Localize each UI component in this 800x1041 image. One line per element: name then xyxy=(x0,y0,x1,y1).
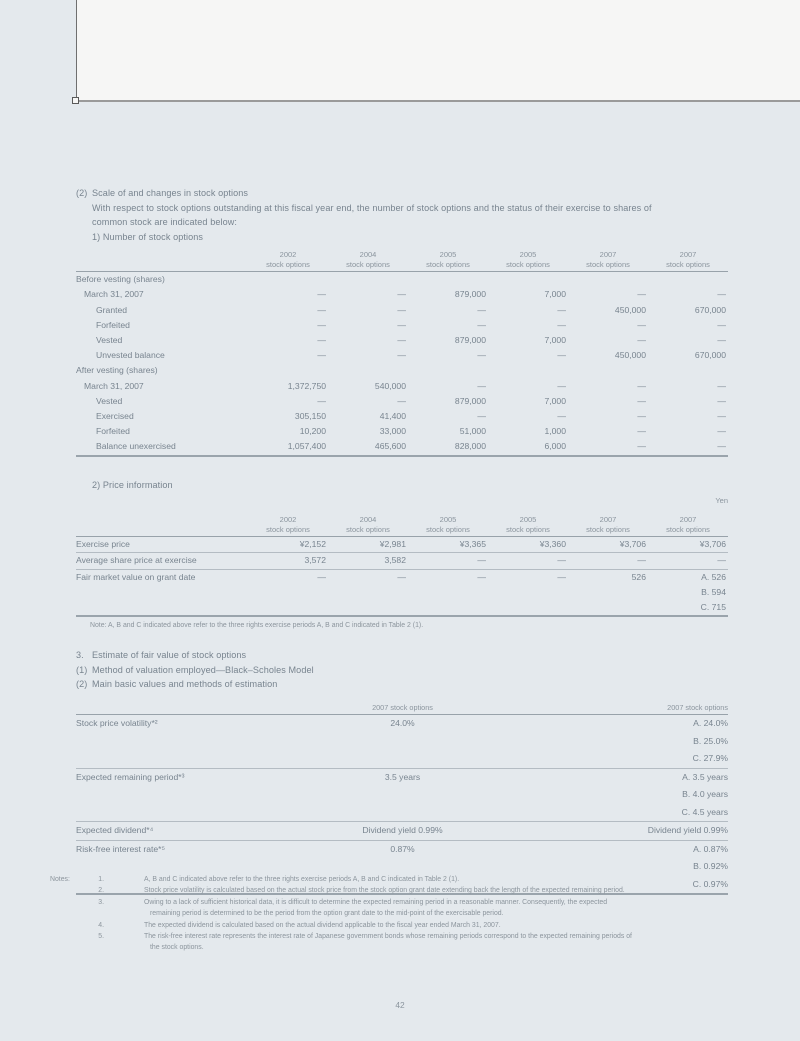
row-value: — xyxy=(397,319,406,330)
table1-col-4 xyxy=(488,250,568,271)
row-label xyxy=(76,858,294,876)
row-label: After vesting (shares) xyxy=(76,365,158,376)
table1-body xyxy=(76,272,728,455)
row-value: — xyxy=(717,289,726,300)
row-value-col2: C. 4.5 years xyxy=(681,806,728,817)
row-value: — xyxy=(317,571,326,582)
table1-col-1 xyxy=(248,250,328,271)
row-value: — xyxy=(477,555,486,566)
row-value: — xyxy=(317,335,326,345)
note-text: Stock price volatility is calculated based on the actual stock price from the stock option grant date extending back the length of the expected remaining period. xyxy=(144,887,625,895)
row-value-col2: A. 3.5 years xyxy=(682,771,728,782)
row-value-col1: 0.87% xyxy=(390,843,415,854)
table-basic-values xyxy=(76,703,728,895)
row-value: 1,000 xyxy=(544,426,566,437)
table1-col-3-sub: stock options xyxy=(426,259,470,269)
row-label: Before vesting (shares) xyxy=(76,274,165,285)
table-row xyxy=(76,333,728,348)
row-label: Balance unexercised xyxy=(96,441,176,452)
row-value: 10,200 xyxy=(299,426,326,437)
row-value: — xyxy=(637,426,646,437)
row-value xyxy=(488,600,568,615)
table2-col-4-sub: stock options xyxy=(506,524,550,534)
section-3-heading-text: Estimate of fair value of stock options xyxy=(92,650,247,660)
table-row xyxy=(76,303,728,318)
table1-col-3-year: 2005 xyxy=(439,250,457,259)
row-value: — xyxy=(637,411,646,422)
table-price-information xyxy=(76,515,728,617)
row-value: — xyxy=(397,571,406,582)
row-value: — xyxy=(717,319,726,330)
row-value xyxy=(488,272,568,288)
table2-col-5-sub: stock options xyxy=(586,524,630,534)
row-value-col1 xyxy=(294,733,511,751)
row-label: Stock price volatility*² xyxy=(76,718,158,728)
notes-list xyxy=(50,874,736,954)
row-value xyxy=(328,585,408,600)
row-value: ¥2,152 xyxy=(299,539,326,550)
table-row xyxy=(76,553,728,569)
notes-label: Notes: xyxy=(50,876,70,883)
row-value: — xyxy=(557,350,566,361)
row-value: — xyxy=(717,335,726,345)
note-line xyxy=(76,885,736,896)
section-2-sub1-heading: 1) Number of stock options xyxy=(92,231,204,242)
row-label: Exercise price xyxy=(76,539,130,550)
section-3-marker: 3. xyxy=(76,650,84,660)
row-value: — xyxy=(317,350,326,361)
section-2-marker: (2) xyxy=(76,188,88,198)
table-row xyxy=(76,379,728,394)
table1-col-3 xyxy=(408,250,488,271)
note-line xyxy=(76,942,736,953)
row-value-col1: 3.5 years xyxy=(384,771,421,782)
row-value xyxy=(248,600,328,615)
table1-col-5-year: 2007 xyxy=(599,250,617,259)
row-value xyxy=(328,272,408,288)
table-row xyxy=(76,750,728,768)
row-value: — xyxy=(717,426,726,437)
row-value: — xyxy=(477,304,486,315)
row-value xyxy=(568,585,648,600)
row-value-col2: A. 24.0% xyxy=(693,718,728,728)
row-value: 51,000 xyxy=(459,426,486,437)
row-value-col2: A. 0.87% xyxy=(693,843,728,854)
table-row xyxy=(76,786,728,804)
row-value: — xyxy=(477,571,486,582)
table1-col-4-sub: stock options xyxy=(506,259,550,269)
table-row xyxy=(76,272,728,288)
row-value: — xyxy=(397,289,406,300)
row-value: 465,600 xyxy=(374,441,406,452)
row-value: — xyxy=(477,350,486,361)
table2-col-5 xyxy=(568,515,648,536)
row-value: 450,000 xyxy=(614,304,646,315)
table1-col-4-year: 2005 xyxy=(519,250,537,259)
table1-header-row xyxy=(76,250,728,271)
row-value: — xyxy=(637,555,646,566)
table2-body xyxy=(76,537,728,616)
row-value: 3,582 xyxy=(384,555,406,566)
table2-header-row xyxy=(76,515,728,536)
row-value: 33,000 xyxy=(379,426,406,437)
row-label: Forfeited xyxy=(96,319,130,330)
row-label: March 31, 2007 xyxy=(84,380,144,391)
row-label: Granted xyxy=(96,304,128,315)
table-price-information-wrapper xyxy=(76,515,728,617)
row-value: A. 526 xyxy=(701,571,726,582)
row-label xyxy=(76,600,248,615)
row-value-col2: B. 4.0 years xyxy=(682,789,728,799)
row-value: 670,000 xyxy=(694,350,726,361)
table1-header-blank xyxy=(76,250,248,271)
row-label: Vested xyxy=(96,335,123,345)
table2-col-6-sub: stock options xyxy=(666,524,710,534)
row-label: Unvested balance xyxy=(96,350,165,361)
note-line xyxy=(76,920,736,931)
note-number: 4. xyxy=(98,921,104,929)
table-row xyxy=(76,804,728,822)
row-value: 879,000 xyxy=(454,335,486,345)
table3-col-1-header: 2007 stock options xyxy=(372,703,433,712)
row-value-col1 xyxy=(294,804,511,822)
table-number-of-stock-options xyxy=(76,250,728,457)
row-value: 879,000 xyxy=(454,395,486,406)
section-3-sub2-line xyxy=(76,677,728,692)
note-line xyxy=(76,897,736,908)
row-label xyxy=(76,750,294,768)
table-row xyxy=(76,858,728,876)
row-value: C. 715 xyxy=(700,602,726,612)
row-value: — xyxy=(557,319,566,330)
table2-col-6 xyxy=(648,515,728,536)
notes-block xyxy=(50,874,736,954)
row-value-col2: C. 27.9% xyxy=(692,753,728,763)
table1-col-6-year: 2007 xyxy=(679,250,697,259)
table-row xyxy=(76,600,728,615)
row-value: — xyxy=(477,319,486,330)
row-value xyxy=(568,600,648,615)
row-value: — xyxy=(317,395,326,406)
row-value: — xyxy=(397,335,406,345)
table2-col-1-sub: stock options xyxy=(266,524,310,534)
table-row xyxy=(76,569,728,585)
table-row xyxy=(76,394,728,409)
row-value xyxy=(568,363,648,378)
row-label xyxy=(76,804,294,822)
row-value-col2: B. 0.92% xyxy=(693,861,728,871)
row-value xyxy=(408,272,488,288)
row-value: ¥2,981 xyxy=(379,539,406,550)
table2-col-1-year: 2002 xyxy=(279,515,297,524)
note-text: The risk-free interest rate represents the interest rate of Japanese government bonds whose remaining periods correspond to the expected remaining periods of xyxy=(144,933,632,941)
table1-col-5 xyxy=(568,250,648,271)
row-label xyxy=(76,585,248,600)
row-value: 305,150 xyxy=(294,411,326,422)
table-row xyxy=(76,424,728,439)
section-2-intro-line-1: With respect to stock options outstanding at this fiscal year end, the number of stock options and the status of their exercise to shares of xyxy=(92,202,652,213)
row-value: — xyxy=(637,289,646,300)
row-label: Risk-free interest rate*⁵ xyxy=(76,843,166,854)
row-value: — xyxy=(557,411,566,422)
row-value-col2: C. 0.97% xyxy=(692,878,728,889)
note-number: 1. xyxy=(98,876,104,883)
note-text: Owing to a lack of sufficient historical data, it is difficult to determine the expected remaining period in a reasonable manner. Consequently, the expected xyxy=(144,898,608,906)
table-row xyxy=(76,733,728,751)
row-value: — xyxy=(557,555,566,566)
table1-bottom-rule xyxy=(76,455,728,456)
table3-col-2-header: 2007 stock options xyxy=(667,703,728,712)
row-value: 670,000 xyxy=(694,304,726,315)
table-row xyxy=(76,585,728,600)
section-3-heading-block xyxy=(76,648,728,692)
table2-col-3-year: 2005 xyxy=(439,515,457,524)
note-line xyxy=(76,931,736,942)
table2-col-5-year: 2007 xyxy=(599,515,617,524)
table2-note-block xyxy=(90,620,730,631)
section-2-intro-line-2: common stock are indicated below: xyxy=(92,217,238,228)
row-value-col2: B. 25.0% xyxy=(693,735,728,746)
table-row xyxy=(76,348,728,363)
row-value: ¥3,365 xyxy=(459,539,486,550)
section-2-heading-block xyxy=(76,186,728,244)
row-value: ¥3,706 xyxy=(619,539,646,550)
section-3-sub2-marker: (2) xyxy=(76,679,88,690)
row-label: March 31, 2007 xyxy=(84,289,144,300)
table-row xyxy=(76,318,728,333)
table1-col-2-sub: stock options xyxy=(346,259,390,269)
row-value: — xyxy=(637,441,646,452)
section-3-sub2-text: Main basic values and methods of estimation xyxy=(92,679,278,690)
row-value xyxy=(248,272,328,288)
row-value: — xyxy=(637,395,646,406)
row-value xyxy=(648,272,728,288)
table-row xyxy=(76,439,728,454)
row-label: Vested xyxy=(96,395,123,406)
table1-col-2 xyxy=(328,250,408,271)
row-value: — xyxy=(637,380,646,391)
table1-col-5-sub: stock options xyxy=(586,259,630,269)
row-value-col1: Dividend yield 0.99% xyxy=(362,825,443,835)
row-value xyxy=(648,363,728,378)
table2-col-3 xyxy=(408,515,488,536)
table-row xyxy=(76,715,728,733)
row-label: Average share price at exercise xyxy=(76,555,197,566)
row-value: 6,000 xyxy=(544,441,566,452)
table1-col-1-year: 2002 xyxy=(279,250,297,259)
row-value: — xyxy=(557,571,566,582)
table-basic-values-wrapper xyxy=(76,703,728,895)
section-3-sub1-text: Method of valuation employed—Black–Scholes Model xyxy=(92,664,314,675)
table3-header-blank xyxy=(76,703,294,714)
row-value: — xyxy=(717,395,726,406)
table3-header-row xyxy=(76,703,728,714)
section-2-heading-text: Scale of and changes in stock options xyxy=(92,188,249,198)
section-3-sub1-line xyxy=(76,663,728,678)
row-value: — xyxy=(477,411,486,422)
row-value: 1,057,400 xyxy=(287,441,326,452)
row-value: — xyxy=(317,304,326,315)
row-value: — xyxy=(397,395,406,406)
row-value: 41,400 xyxy=(379,411,406,422)
note-text: the stock options. xyxy=(150,944,204,952)
section-2-sub2-heading: 2) Price information xyxy=(92,480,173,490)
row-value xyxy=(568,272,648,288)
table2-bottom-rule xyxy=(76,615,728,616)
row-label xyxy=(76,786,294,804)
table-row xyxy=(76,363,728,378)
row-label xyxy=(76,733,294,751)
row-value xyxy=(328,363,408,378)
row-value: 7,000 xyxy=(544,289,566,300)
row-value-col1 xyxy=(294,786,511,804)
row-label: Fair market value on grant date xyxy=(76,571,196,582)
row-value: B. 594 xyxy=(701,586,726,597)
row-value xyxy=(248,363,328,378)
row-value: — xyxy=(557,304,566,315)
row-value: — xyxy=(637,319,646,330)
table-row xyxy=(76,409,728,424)
row-value: 7,000 xyxy=(544,335,566,345)
section-3-heading-line xyxy=(76,648,728,663)
row-value: 3,572 xyxy=(304,555,326,566)
row-value: 828,000 xyxy=(454,441,486,452)
row-value: — xyxy=(557,380,566,391)
row-value-col1: 24.0% xyxy=(390,718,415,728)
row-label: Expected remaining period*³ xyxy=(76,771,185,782)
row-value: 540,000 xyxy=(374,380,406,391)
table-row xyxy=(76,287,728,302)
row-value: — xyxy=(317,289,326,300)
table2-note: Note: A, B and C indicated above refer to the three rights exercise periods A, B and C indicated in Table 2 (1). xyxy=(90,622,424,629)
row-value xyxy=(408,600,488,615)
row-value: — xyxy=(637,335,646,345)
row-value-col1 xyxy=(294,750,511,768)
table2-col-1 xyxy=(248,515,328,536)
page-number: 42 xyxy=(395,1000,405,1010)
row-label: Forfeited xyxy=(96,426,130,437)
table2-col-2 xyxy=(328,515,408,536)
row-value: ¥3,706 xyxy=(699,539,726,550)
row-value: 1,372,750 xyxy=(287,380,326,391)
row-value-col1 xyxy=(294,858,511,876)
section-2-sub2-heading-block xyxy=(76,478,728,493)
row-value: — xyxy=(717,380,726,391)
row-value: — xyxy=(717,441,726,452)
row-value: ¥3,360 xyxy=(539,539,566,550)
row-value xyxy=(488,585,568,600)
table2-col-4 xyxy=(488,515,568,536)
table1-col-6-sub: stock options xyxy=(666,259,710,269)
table-row xyxy=(76,768,728,786)
table2-col-4-year: 2005 xyxy=(519,515,537,524)
row-value: — xyxy=(397,350,406,361)
row-label: Exercised xyxy=(96,411,134,422)
table3-body xyxy=(76,715,728,894)
table-number-of-stock-options-wrapper xyxy=(76,250,728,457)
table2-col-2-year: 2004 xyxy=(359,515,377,524)
row-value xyxy=(408,585,488,600)
row-value xyxy=(248,585,328,600)
table1-col-2-year: 2004 xyxy=(359,250,377,259)
row-value: 879,000 xyxy=(454,289,486,300)
note-text: remaining period is determined to be the period from the option grant date to the mid-point of the exercisable period. xyxy=(150,910,504,918)
table2-col-6-year: 2007 xyxy=(679,515,697,524)
row-value-col2: Dividend yield 0.99% xyxy=(647,825,728,835)
table-row xyxy=(76,537,728,553)
table2-header-blank xyxy=(76,515,248,536)
row-value: 7,000 xyxy=(544,395,566,406)
row-value: — xyxy=(397,304,406,315)
table2-col-3-sub: stock options xyxy=(426,524,470,534)
note-text: A, B and C indicated above refer to the three rights exercise periods A, B and C indicated in Table 2 (1). xyxy=(144,876,460,883)
row-value: — xyxy=(317,319,326,330)
table1-col-6 xyxy=(648,250,728,271)
row-label: Expected dividend*⁴ xyxy=(76,825,154,835)
note-text: The expected dividend is calculated based on the actual dividend applicable to the fiscal year ended March 31, 2007. xyxy=(144,921,501,929)
row-value xyxy=(408,363,488,378)
table-row xyxy=(76,840,728,858)
row-value: 526 xyxy=(631,571,646,582)
note-number: 2. xyxy=(98,887,104,895)
table-row xyxy=(76,822,728,840)
section-2-heading-line xyxy=(76,186,728,201)
row-value xyxy=(488,363,568,378)
table2-units-label: Yen xyxy=(715,496,728,505)
row-value: 450,000 xyxy=(614,350,646,361)
row-value: — xyxy=(717,555,726,566)
table1-col-1-sub: stock options xyxy=(266,259,310,269)
note-line xyxy=(50,874,736,885)
note-line xyxy=(76,908,736,919)
table2-col-2-sub: stock options xyxy=(346,524,390,534)
table2-units-block xyxy=(76,496,728,505)
row-value: — xyxy=(717,411,726,422)
row-value: — xyxy=(477,380,486,391)
note-number: 3. xyxy=(98,898,104,906)
note-number: 5. xyxy=(98,933,104,941)
row-value xyxy=(328,600,408,615)
section-3-sub1-marker: (1) xyxy=(76,664,88,675)
